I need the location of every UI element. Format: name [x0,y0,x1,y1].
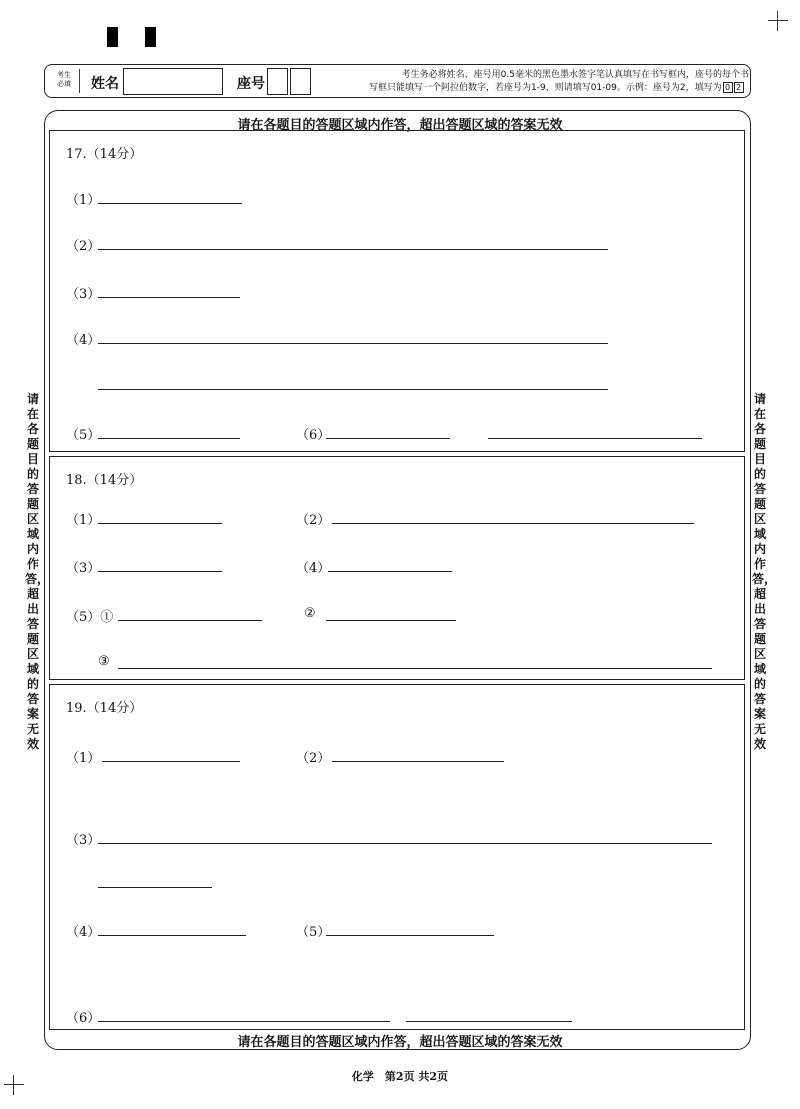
q17-part-3-answer-line[interactable] [98,297,240,298]
q17-part-2-label: （2） [66,239,101,254]
q19-part-2-label: （2） [296,751,331,766]
alignment-mark-left [107,27,118,47]
q19-part-5-answer-line[interactable] [326,935,494,936]
question-17-title: 17.（14分） [66,147,143,162]
q17-part-6-answer-line-2[interactable] [488,438,702,439]
q17-part-1-label: （1） [66,193,101,208]
q18-part-3-label: （3） [66,561,101,576]
q17-part-6-label: （6） [296,428,331,443]
q18-part-2-answer-line[interactable] [332,523,694,524]
q17-part-6-answer-line[interactable] [326,438,450,439]
q19-part-1-answer-line[interactable] [102,761,240,762]
q19-part-2-answer-line[interactable] [332,761,504,762]
q17-part-3-label: （3） [66,287,101,302]
q19-part-6-answer-line-2[interactable] [406,1021,572,1022]
q17-part-2-answer-line[interactable] [98,249,608,250]
q19-part-6-answer-line[interactable] [98,1021,390,1022]
must-fill-label: 考生必填 [57,71,71,88]
q19-part-3-answer-line[interactable] [98,843,712,844]
q18-part-4-label: （4） [296,561,331,576]
example-digit-box: 0 [723,82,733,93]
q18-part-2-label: （2） [296,513,331,528]
q18-part-4-answer-line[interactable] [328,571,452,572]
q18-part-1-label: （1） [66,513,101,528]
alignment-mark-right [145,27,156,47]
q19-part-3-answer-line-2[interactable] [98,887,212,888]
q19-part-1-label: （1） [66,751,101,766]
seat-label: 座号 [237,76,265,92]
q18-part-5-3-answer-line[interactable] [118,668,712,669]
header-divider [79,69,80,93]
banner-bottom: 请在各题目的答题区域内作答，超出答题区域的答案无效 [237,1035,563,1050]
q19-part-3-label: （3） [66,833,101,848]
q18-part-5-3-label: ③ [98,654,110,669]
crop-mark-top-right [768,11,788,31]
question-18-area [49,456,745,680]
q18-part-5-1-answer-line[interactable] [118,620,262,621]
q18-part-3-answer-line[interactable] [98,571,222,572]
student-info-header [44,64,751,98]
question-18-title: 18.（14分） [66,473,143,488]
q18-part-5-2-answer-line[interactable] [326,620,456,621]
seat-digit-1-field[interactable] [267,68,288,95]
q19-part-6-label: （6） [66,1011,101,1026]
instruction-line-2: 写框只能填写一个阿拉伯数字，若座号为1-9，则请填写01-09。示例：座号为2，填写为 0 2 [369,82,749,95]
name-label: 姓名 [91,76,119,92]
q19-part-4-label: （4） [66,925,101,940]
q18-part-5-1-label: （5）① [66,610,114,625]
q18-part-5-2-label: ② [304,606,316,621]
q18-part-1-answer-line[interactable] [98,523,222,524]
question-17-area [49,130,745,452]
banner-top: 请在各题目的答题区域内作答，超出答题区域的答案无效 [237,118,563,133]
q17-part-4-label: （4） [66,333,101,348]
name-field[interactable] [123,68,223,95]
side-notice-right: 请在各题目的答题区域内作答，超出答题区域的答案无效 [752,392,777,751]
q17-part-1-answer-line[interactable] [98,203,242,204]
q17-part-4-answer-line-2[interactable] [98,389,608,390]
seat-digit-2-field[interactable] [290,68,311,95]
q17-part-5-answer-line[interactable] [98,438,240,439]
fill-instructions [369,69,749,95]
page-footer: 化学 第2页 共2页 [351,1070,449,1083]
question-19-area [49,684,745,1030]
q17-part-5-label: （5） [66,428,101,443]
q19-part-5-label: （5） [296,925,331,940]
instruction-line-1: 考生务必将姓名、座号用0.5毫米的黑色墨水签字笔认真填写在书写框内，座号的每个书 [401,70,749,80]
question-19-title: 19.（14分） [66,701,143,716]
example-digit-box: 2 [734,82,744,93]
q17-part-4-answer-line[interactable] [98,343,608,344]
side-notice-left: 请在各题目的答题区域内作答，超出答题区域的答案无效 [25,392,50,751]
q19-part-4-answer-line[interactable] [98,935,246,936]
